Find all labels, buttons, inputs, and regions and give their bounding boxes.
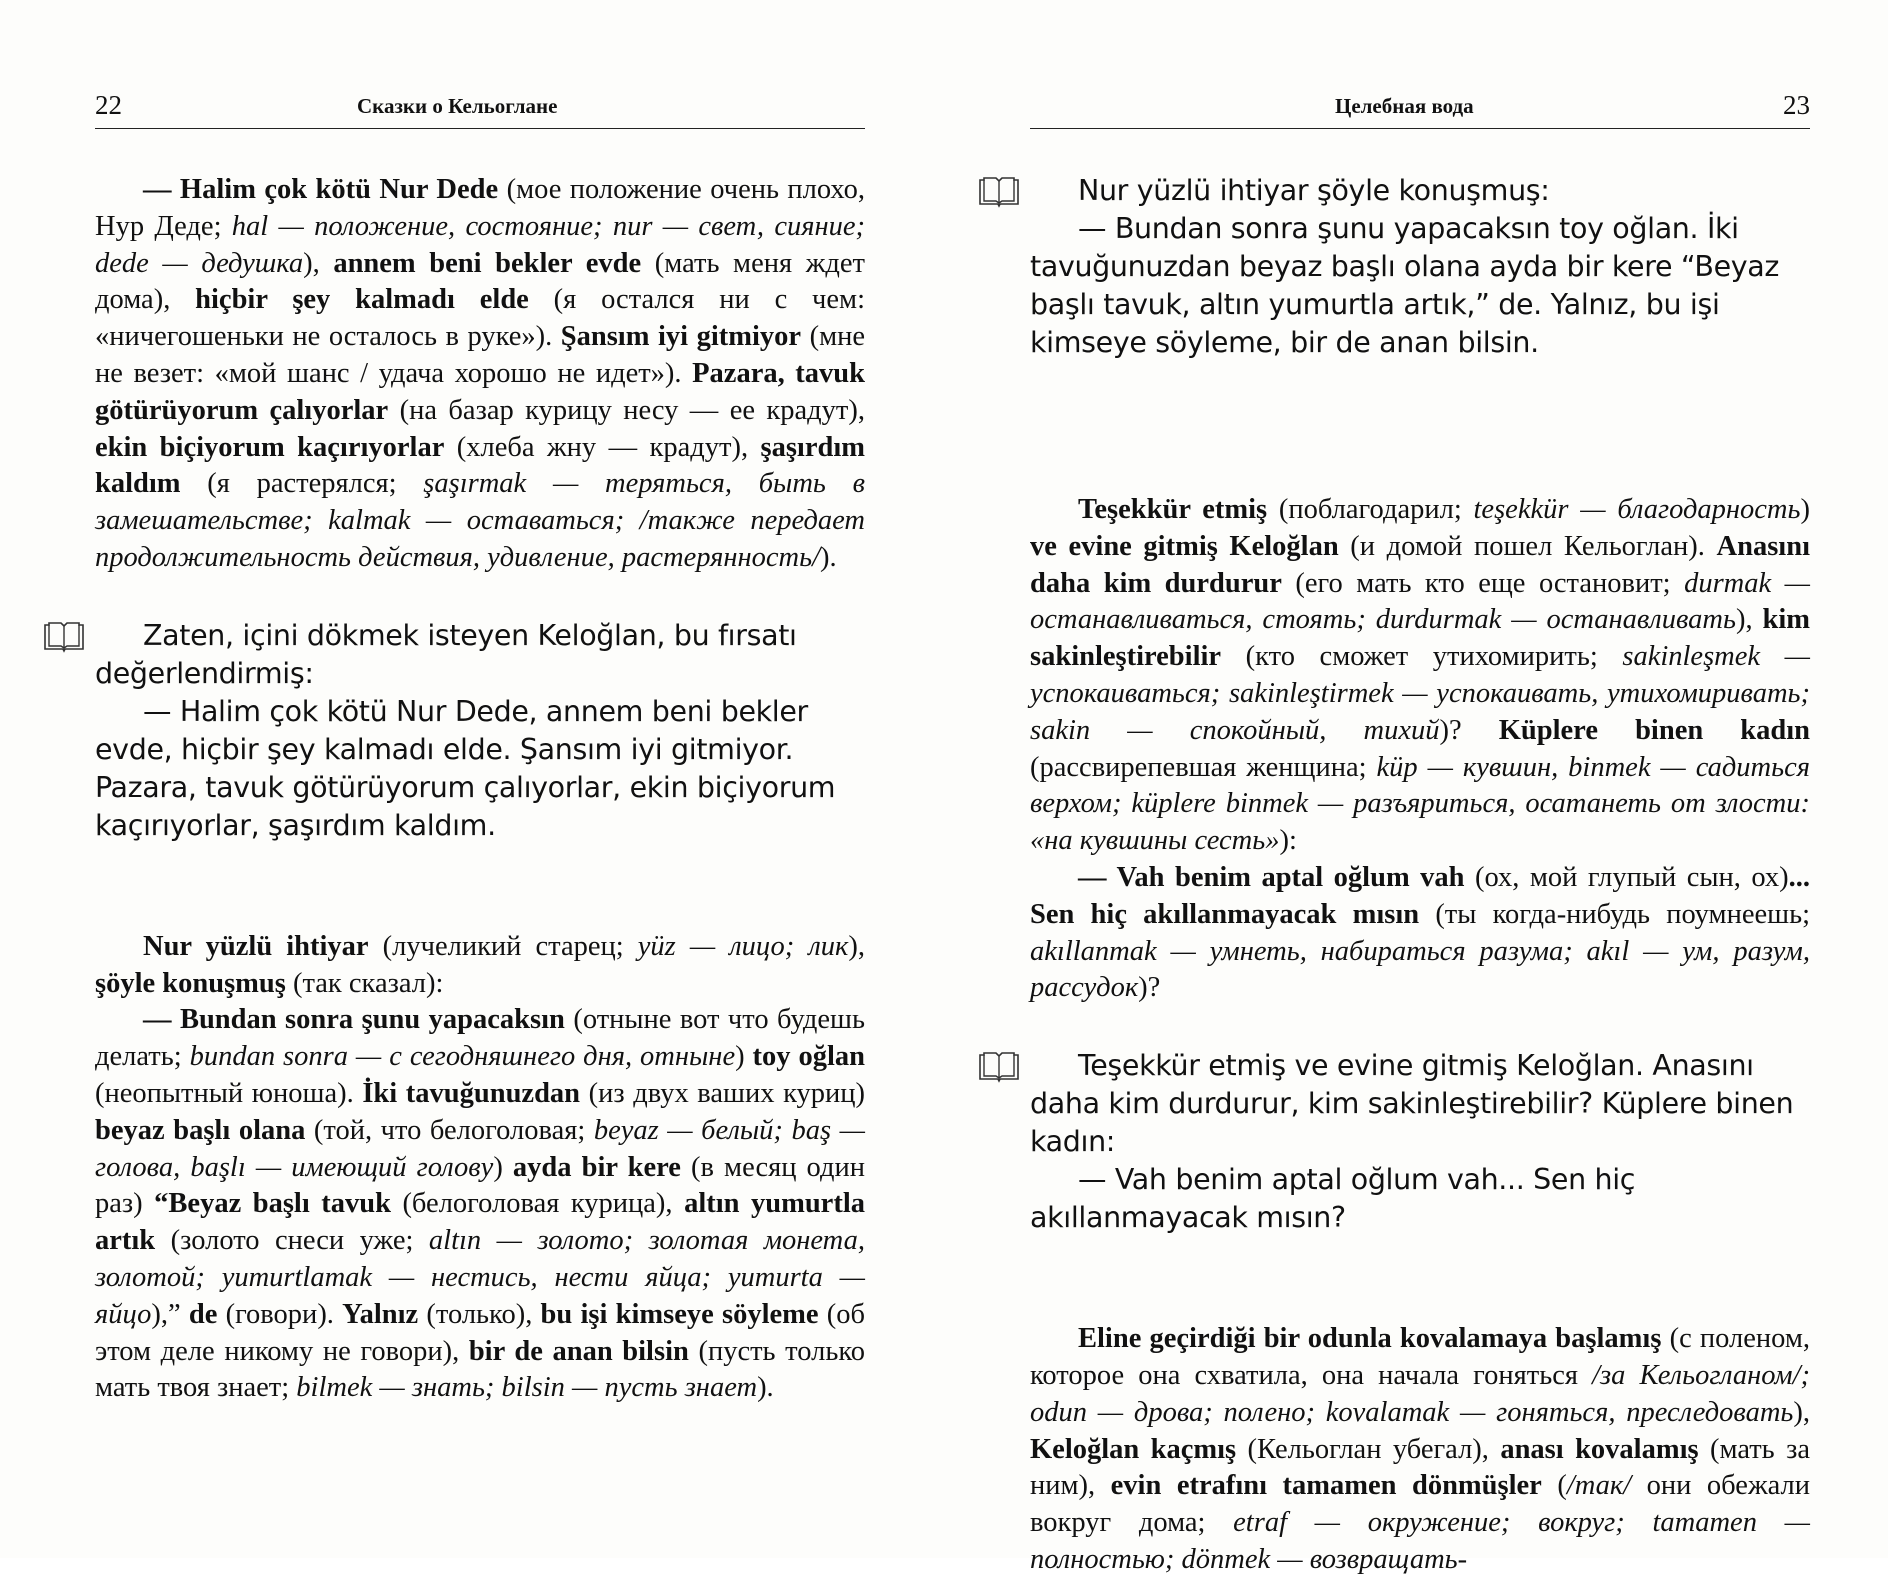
- punct: ): [735, 1041, 753, 1073]
- original-narration: Teşekkür etmiş ve evine gitmiş Keloğlan. Anasını daha kim durdurur, kim sakinleştirebilir? Küplere binen kadın:: [1030, 1049, 1794, 1159]
- translation: (его мать кто еще остановит;: [1281, 567, 1685, 599]
- left-page-header: [95, 88, 865, 129]
- book-icon: [43, 621, 85, 653]
- running-title: Сказки о Кельоглане: [357, 94, 558, 118]
- gloss-paragraph: [95, 929, 865, 1003]
- punct: ),: [1793, 1396, 1810, 1428]
- translation: (об этом деле никому не говори),: [95, 1298, 866, 1367]
- punct: ): [1800, 494, 1810, 525]
- vocabulary-note: teşekkür — благодарность: [1473, 494, 1801, 525]
- punct: ),: [848, 930, 865, 962]
- gloss-paragraph: [1030, 860, 1810, 1007]
- vocabulary-note: yüz — лицо; лик: [637, 930, 849, 962]
- translation: (неопытный юноша).: [95, 1077, 363, 1109]
- translation: (в месяц один раз): [95, 1151, 865, 1220]
- vocabulary-note: beyaz — белый; baş — голова, başlı — имеющий голову: [95, 1114, 865, 1183]
- punct: ),: [303, 247, 334, 279]
- punct: )?: [1439, 714, 1499, 746]
- translation: (я растерялся;: [180, 468, 424, 500]
- turkish-phrase: Eline geçirdiği bir odunla kovalamaya başlamış: [1078, 1323, 1662, 1355]
- turkish-phrase: — Vah benim aptal oğlum vah: [1078, 861, 1465, 893]
- turkish-phrase: Şansım iyi gitmiyor: [560, 321, 802, 353]
- translation: (Кельоглан убегал),: [1236, 1433, 1501, 1465]
- punct: ): [493, 1151, 513, 1183]
- translation: (лучеликий старец;: [368, 930, 638, 962]
- original-dialogue: — Vah benim aptal oğlum vah... Sen hiç akıllanmayacak mısın?: [1030, 1163, 1636, 1235]
- turkish-phrase: Nur yüzlü ihtiyar: [143, 930, 369, 962]
- translation: (хлеба жну — крадут),: [444, 431, 761, 463]
- translation: (: [1541, 1470, 1567, 1502]
- turkish-phrase: İki tavuğunuzdan: [362, 1077, 581, 1109]
- turkish-phrase: altın yumurtla artık: [95, 1188, 865, 1257]
- turkish-phrase: Keloğlan kaçmış: [1030, 1433, 1237, 1465]
- translation: (так сказал):: [285, 967, 444, 999]
- left-page-body: [95, 172, 865, 1407]
- vocabulary-note: şaşırmak — теряться, быть в замешательстве; kalmak — оставаться; /также передает продолжительность действия, удивление, растерянность/: [95, 468, 866, 573]
- translation: (той, что белоголовая;: [305, 1114, 594, 1146]
- gloss-paragraph: [95, 1002, 865, 1407]
- vocabulary-note: durmak — останавливаться, стоять; durdurmak — останавливать: [1030, 567, 1810, 636]
- turkish-phrase: Yalnız: [342, 1298, 419, 1330]
- vocabulary-note: /за Кельогланом/; odun — дрова; полено; kovalamak — гоняться, преследовать: [1030, 1359, 1811, 1428]
- book-icon: [978, 176, 1020, 208]
- translation: (кто сможет утихомирить;: [1221, 641, 1623, 673]
- turkish-phrase: ekin biçiyorum kaçırıyorlar: [95, 431, 445, 463]
- translation: (рассвирепевшая женщина;: [1030, 751, 1377, 783]
- punct: ).: [757, 1372, 774, 1404]
- right-page: [1030, 0, 1811, 1575]
- translation: (ты когда-нибудь поумнеешь;: [1419, 898, 1810, 930]
- translation: (и домой пошел Кельоглан).: [1338, 530, 1717, 562]
- translation: (с поленом, которое она схватила, она начала гоняться: [1030, 1323, 1810, 1391]
- translation: (поблагодарил;: [1267, 494, 1474, 525]
- gloss-paragraph: [95, 172, 865, 577]
- translation: (мне не везет: «мой шанс / удача хорошо не идет»).: [95, 321, 866, 389]
- turkish-phrase: ayda bir kere: [512, 1151, 681, 1183]
- turkish-phrase: Küplere binen kadın: [1498, 714, 1811, 746]
- page-number: 23: [1783, 90, 1810, 120]
- running-title: Целебная вода: [1335, 94, 1474, 118]
- original-text-block: [1030, 172, 1810, 362]
- turkish-phrase: — Bundan sonra şunu yapacaksın: [143, 1004, 565, 1036]
- turkish-phrase: hiçbir şey kalmadı elde: [195, 284, 529, 316]
- turkish-phrase: bir de anan bilsin: [468, 1335, 689, 1367]
- translation: (мое положение очень плохо, Нур Деде;: [95, 174, 865, 242]
- vocabulary-note: küp — кувшин, binmek — садиться верхом; küplere binmek — разъяриться, осатанеть от злости: «на кувшины сесть»: [1030, 751, 1810, 857]
- punct: ):: [1279, 825, 1297, 857]
- original-text-block: [95, 617, 865, 845]
- vocabulary-note: etraf — окружение; вокруг; tamamen — полностью; dönmek — возвращать-: [1030, 1507, 1810, 1575]
- turkish-phrase: şöyle konuşmuş: [95, 967, 286, 999]
- right-page-header: [1030, 88, 1810, 129]
- translation: (мать за ним),: [1030, 1433, 1810, 1502]
- punct: ),”: [151, 1298, 189, 1330]
- vocabulary-note: bilmek — знать; bilsin — пусть знает: [296, 1372, 758, 1404]
- turkish-phrase: ve evine gitmiş Keloğlan: [1030, 530, 1339, 562]
- page-number: 22: [95, 90, 122, 120]
- turkish-phrase: Pazara, tavuk götürüyorum çalıyorlar: [95, 357, 866, 426]
- turkish-phrase: ... Sen hiç akıllanmayacak mısın: [1030, 861, 1810, 930]
- book-icon: [978, 1051, 1020, 1083]
- turkish-phrase: “Beyaz başlı tavuk: [154, 1188, 391, 1220]
- turkish-phrase: annem beni bekler evde: [333, 247, 642, 279]
- translation: (мать меня ждет дома),: [95, 247, 865, 316]
- original-narration: Zaten, içini dökmek isteyen Keloğlan, bu fırsatı değerlendirmiş:: [95, 618, 797, 690]
- right-page-body: [1030, 172, 1810, 1579]
- gloss-paragraph: [1030, 1321, 1810, 1579]
- gloss-paragraph: [1030, 492, 1810, 860]
- turkish-phrase: kim sakinleştirebilir: [1030, 604, 1811, 673]
- original-narration: Nur yüzlü ihtiyar şöyle konuşmuş:: [1078, 174, 1550, 207]
- punct: )?: [1138, 972, 1161, 1004]
- turkish-phrase: anası kovalamış: [1500, 1433, 1699, 1465]
- punct: ),: [1735, 604, 1763, 636]
- turkish-phrase: evin etrafını tamamen dönmüşler: [1110, 1470, 1542, 1502]
- translation: (ох, мой глупый сын, ох): [1464, 861, 1789, 893]
- left-page: [95, 0, 865, 1558]
- turkish-phrase: bu işi kimseye söyleme: [540, 1298, 819, 1330]
- punct: ).: [820, 541, 837, 573]
- original-text-block: [1030, 1047, 1810, 1237]
- vocabulary-note: altın — золото; золотая монета, золотой; yumurtlamak — нестись, нести яйца; yumurta — яйцо: [95, 1225, 865, 1330]
- turkish-phrase: şaşırdım kaldım: [95, 431, 865, 500]
- translation: они обежали вокруг дома;: [1030, 1470, 1811, 1539]
- original-dialogue: — Halim çok kötü Nur Dede, annem beni bekler evde, hiçbir şey kalmadı elde. Şansım iyi gitmiyor. Pazara, tavuk götürüyorum çalıyorlar, ekin biçiyorum kaçırıyorlar, şaşırdım kaldım.: [95, 694, 836, 842]
- turkish-phrase: beyaz başlı olana: [95, 1114, 306, 1146]
- turkish-phrase: — Halim çok kötü Nur Dede: [143, 174, 499, 205]
- vocabulary-note: akıllanmak — умнеть, набираться разума; akıl — ум, разум, рассудок: [1030, 935, 1810, 1004]
- turkish-phrase: de: [188, 1298, 218, 1330]
- original-dialogue: — Bundan sonra şunu yapacaksın toy oğlan. İki tavuğunuzdan beyaz başlı olana ayda bir kere “Beyaz başlı tavuk, altın yumurtla artık,” de. Yalnız, bu işi kimseye söyleme, bir de anan bilsin.: [1030, 212, 1780, 359]
- translation: (из двух ваших куриц): [580, 1077, 866, 1109]
- turkish-phrase: Anasını daha kim durdurur: [1030, 530, 1810, 599]
- vocabulary-note: bundan sonra — с сегодняшнего дня, отныне: [189, 1041, 736, 1073]
- turkish-phrase: toy oğlan: [752, 1041, 865, 1073]
- translation: (говори).: [217, 1298, 343, 1330]
- vocabulary-note: sakinleşmek — успокаиваться; sakinleştirmek — успокаивать, утихомиривать; sakin — спокойный, тихий: [1030, 641, 1810, 746]
- translation: (я остался ни с чем: «ничегошеньки не осталось в руке»).: [95, 284, 865, 353]
- turkish-phrase: Teşekkür etmiş: [1078, 494, 1268, 525]
- translation: (только),: [418, 1298, 541, 1330]
- translation: (отныне вот что будешь делать;: [95, 1004, 866, 1073]
- vocabulary-note: /так/: [1566, 1470, 1632, 1502]
- translation: (на базар курицу несу — ее крадут),: [388, 394, 865, 426]
- vocabulary-note: hal — положение, состояние; nur — свет, сияние; dede — дедушка: [95, 210, 865, 279]
- translation: (золото снеси уже;: [155, 1225, 429, 1257]
- translation: (пусть только мать твоя знает;: [95, 1335, 865, 1404]
- translation: (белоголовая курица),: [390, 1188, 685, 1220]
